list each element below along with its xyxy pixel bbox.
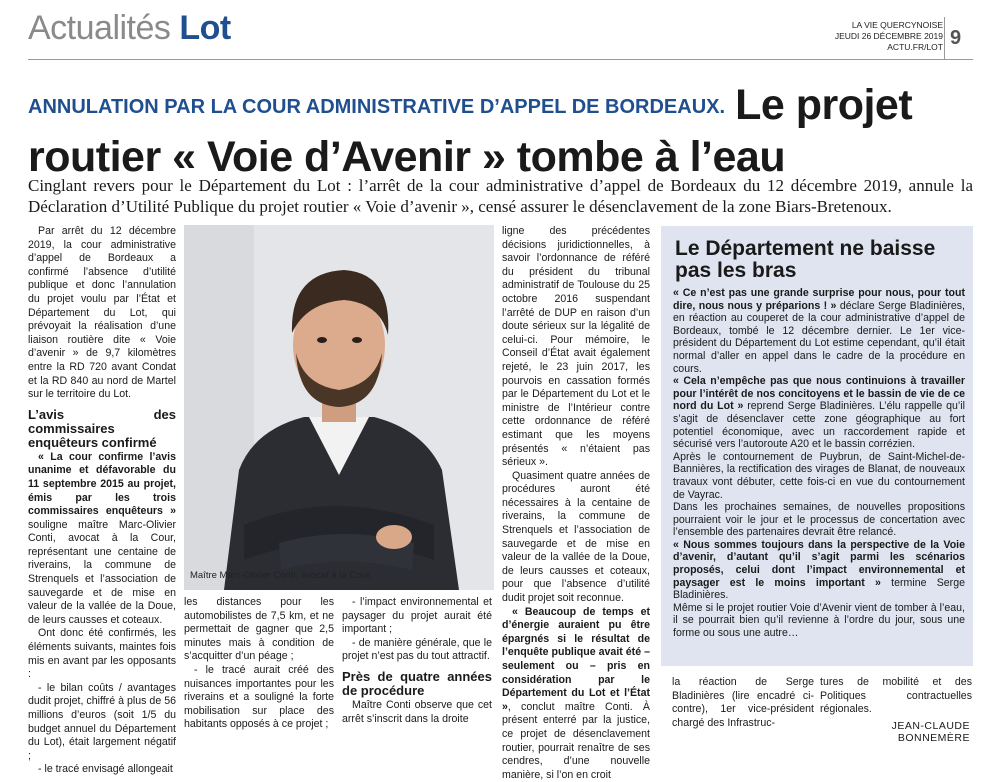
body-paragraph: - le bilan coûts / avantages dudit projet, chiffré à plus de 56 millions d’euros (soit 1/5 du budget annuel du Département du Lot), était largement négatif ; [28,681,176,762]
body-paragraph: Par arrêt du 12 décembre 2019, la cour administrative d’appel de Bordeaux a confirmé l’absence d’utilité publique et donc l’annulation du projet voulu par l’État et Département du Lot, qui prévoyait la réalisation d’une liaison routière dite « Voie d’avenir » de 9,7 kilomètres entre la RD 720 avant Condat et la RD 840 au nord de Martel sur le territoire du Lot. [28,225,176,401]
quote: « Cela n’empêche pas que nous continuions à travailler pour l’intérêt de nos concitoyens et le bassin de vie de ce nord du Lot » [673,375,965,413]
headline-block [28,80,948,182]
body-paragraph: - le tracé envisagé allongeait [38,763,173,776]
article-column-3-bottom [342,596,492,740]
sidebar-paragraph: Après le contournement de Puybrun, de Saint-Michel-de-Bannières, la rectification des virages de Blanat, de nouveaux travaux vont débuter, cette fois-ci en vue du contournement de Vayrac. [673,450,965,501]
subhead: Près de quatre années de procédure [342,668,492,698]
sidebar-title: Le Département ne baisse pas les bras [675,237,936,282]
masthead-divider [944,17,945,59]
body-paragraph: - le tracé aurait créé des nuisances importantes pour les riverains et a souligné la forte mobilisation sur place des habitants opposés à ce projet ; [184,663,334,731]
body-paragraph: tures de mobilité et des Politiques contractuelles régionales. [820,676,972,716]
headline: Le projet routier « Voie d’Avenir » tombe à l’eau [28,81,913,181]
article-continuation-a [672,676,814,740]
header-rule [28,59,973,60]
article-column-2-bottom [184,596,334,740]
quote: « Nous sommes toujours dans la perspective de la Voie d’avenir, d’autant qu’il s’agit parmi les scénarios proposés, celui dont l’impact environnemental et paysager est le moins important » [673,538,965,589]
section-word: Actualités [28,9,171,47]
photo-caption: Maître Marc-Olivier Conti, avocat à la Cour. [190,570,373,581]
body-paragraph: les distances pour les automobilistes de 7,5 km, et ne permettait de gagner que 2,5 minutes mais à condition de s’acquitter d’un péage ; [184,596,334,663]
sidebar-paragraph: « Nous sommes toujours dans la perspective de la Voie d’avenir, d’autant qu’il s’agit parmi les scénarios proposés, celui dont l’impact environnemental et paysager est le moins important » termine Serge Bladinières. [673,538,965,602]
quote: « Ce n’est pas une grande surprise pour nous, pour tout dire, nous nous y préparions ! » [673,287,965,312]
body-paragraph: ligne des précédentes décisions juridictionnelles, à savoir l’ordonnance de référé du président du tribunal administratif de Toulouse du 25 octobre 2016 suspendant l’arrêté de DUP en raison d’un doute sérieux sur la légalité de celui-ci. Pour mémoire, le Conseil d’État avait également rejeté, le 23 juin 2017, les pourvois en cassation formés par le Département du Lot et le ministre de l’Intérieur contre cette ordonnance de référé estimant que les moyens présentés « n’étaient pas sérieux ». [502,225,650,469]
body-paragraph: Quasiment quatre années de procédures auront été nécessaires à la centaine de riverains, la commune de Strenquels et l’association de sauvegarde et de mise en valeur de la vallée de la Doue, de leurs causses et coteaux, pour que l’absence d’utilité dudit projet soit reconnue. [502,469,650,605]
sidebar-paragraph: « Cela n’empêche pas que nous continuions à travailler pour l’intérêt de nos concitoyens et le bassin de vie de ce nord du Lot » reprend Serge Bladinières. L’élu rappelle qu’il s’agit de désenclaver cette zone géographique au fort potentiel économique, avec un raccordement rapide et sécurisé vers l’autoroute A20 et le bassin corrézien. [673,375,965,451]
website: ACTU.FR/LOT [887,42,943,52]
body-paragraph: Ont donc été confirmés, les éléments suivants, maintes fois mis en avant par les opposants : [28,627,176,681]
sidebar-paragraph: Même si le projet routier Voie d’Avenir vient de tomber à l’eau, il se pourrait bien qu’il revienne à l’ordre du jour, sous une forme ou sous une autre… [673,601,965,640]
body-paragraph: - l’impact environnemental et paysager du projet aurait été important ; [342,596,492,636]
section-place: Lot [179,9,231,47]
quote: « Beaucoup de temps et d’énergie auraient pu être épargnés si le résultat de l’enquête publique avait été – seulement ou – pris en considération par le Département du Lot et l’État » [502,605,650,713]
masthead [823,20,943,53]
body-paragraph: « Beaucoup de temps et d’énergie auraient pu être épargnés si le résultat de l’enquête publique avait été – seulement ou – pris en considération par le Département du Lot et l’État », conclut maître Conti. À présent enterré par la justice, ce projet de désenclavement routier, pourrait renaître de ses cendres, d’une nouvelle manière, si l’on en croit [502,605,650,781]
subhead: L’avis des commissaires enquêteurs confirmé [28,406,176,450]
body-paragraph: la réaction de Serge Bladinières (lire encadré ci-contre), 1er vice-président chargé des Infrastruc- [672,676,814,729]
lead-paragraph: Cinglant revers pour le Département du Lot : l’arrêt de la cour administrative d’appel de Bordeaux du 12 décembre 2019, annule la Déclaration d’Utilité Publique du projet routier « Voie d’avenir », censé assurer le désenclavement de la zone Biars-Bretenoux. [28,176,973,216]
kicker: ANNULATION PAR LA COUR ADMINISTRATIVE D’APPEL DE BORDEAUX. [28,96,726,118]
sidebar-body [673,287,965,640]
section-title [28,8,231,48]
portrait-illustration [184,225,494,590]
article-column-1 [28,225,176,776]
body-paragraph: Maître Conti observe que cet arrêt s’inscrit dans la droite [342,698,492,725]
article-column-4 [502,225,650,781]
sidebar-paragraph: Dans les prochaines semaines, de nouvelles propositions pourraient voir le jour et le processus de concertation avec l’ensemble des partenaires devrait être relancé. [673,501,965,539]
body-paragraph: « La cour confirme l’avis unanime et défavorable du 11 septembre 2015 au projet, émis par les trois commissaires enquêteurs » souligne maître Marc-Olivier Conti, avocat à la Cour, représentant une centaine de riverains, la commune de Strenquels et l’association de sauvegarde et de mise en valeur de la vallée de la Doue, de leurs causses et coteaux. [28,450,176,626]
newspaper-name: LA VIE QUERCYNOISE [851,20,943,30]
body-paragraph: - de manière générale, que le projet n’est pas du tout attractif. [342,636,492,663]
quote: « La cour confirme l’avis unanime et défavorable du 11 septembre 2015 au projet, émis par les trois commissaires enquêteurs » [28,450,176,518]
issue-date: JEUDI 26 DÉCEMBRE 2019 [834,31,943,41]
page-number: 9 [950,27,962,49]
byline: JEAN-CLAUDE BONNEMÈRE [891,720,970,744]
sidebar-paragraph: « Ce n’est pas une grande surprise pour nous, pour tout dire, nous nous y préparions ! » déclare Serge Bladinières, en réaction au couperet de la cour administrative d’appel de Bordeaux, tombé le 12 décembre dernier. Le 1er vice-président du Département du Lot estime cependant, qu’il était normal d’aller en appel dans le cadre de la procédure en cours. [673,287,965,375]
portrait-photo [184,225,494,590]
